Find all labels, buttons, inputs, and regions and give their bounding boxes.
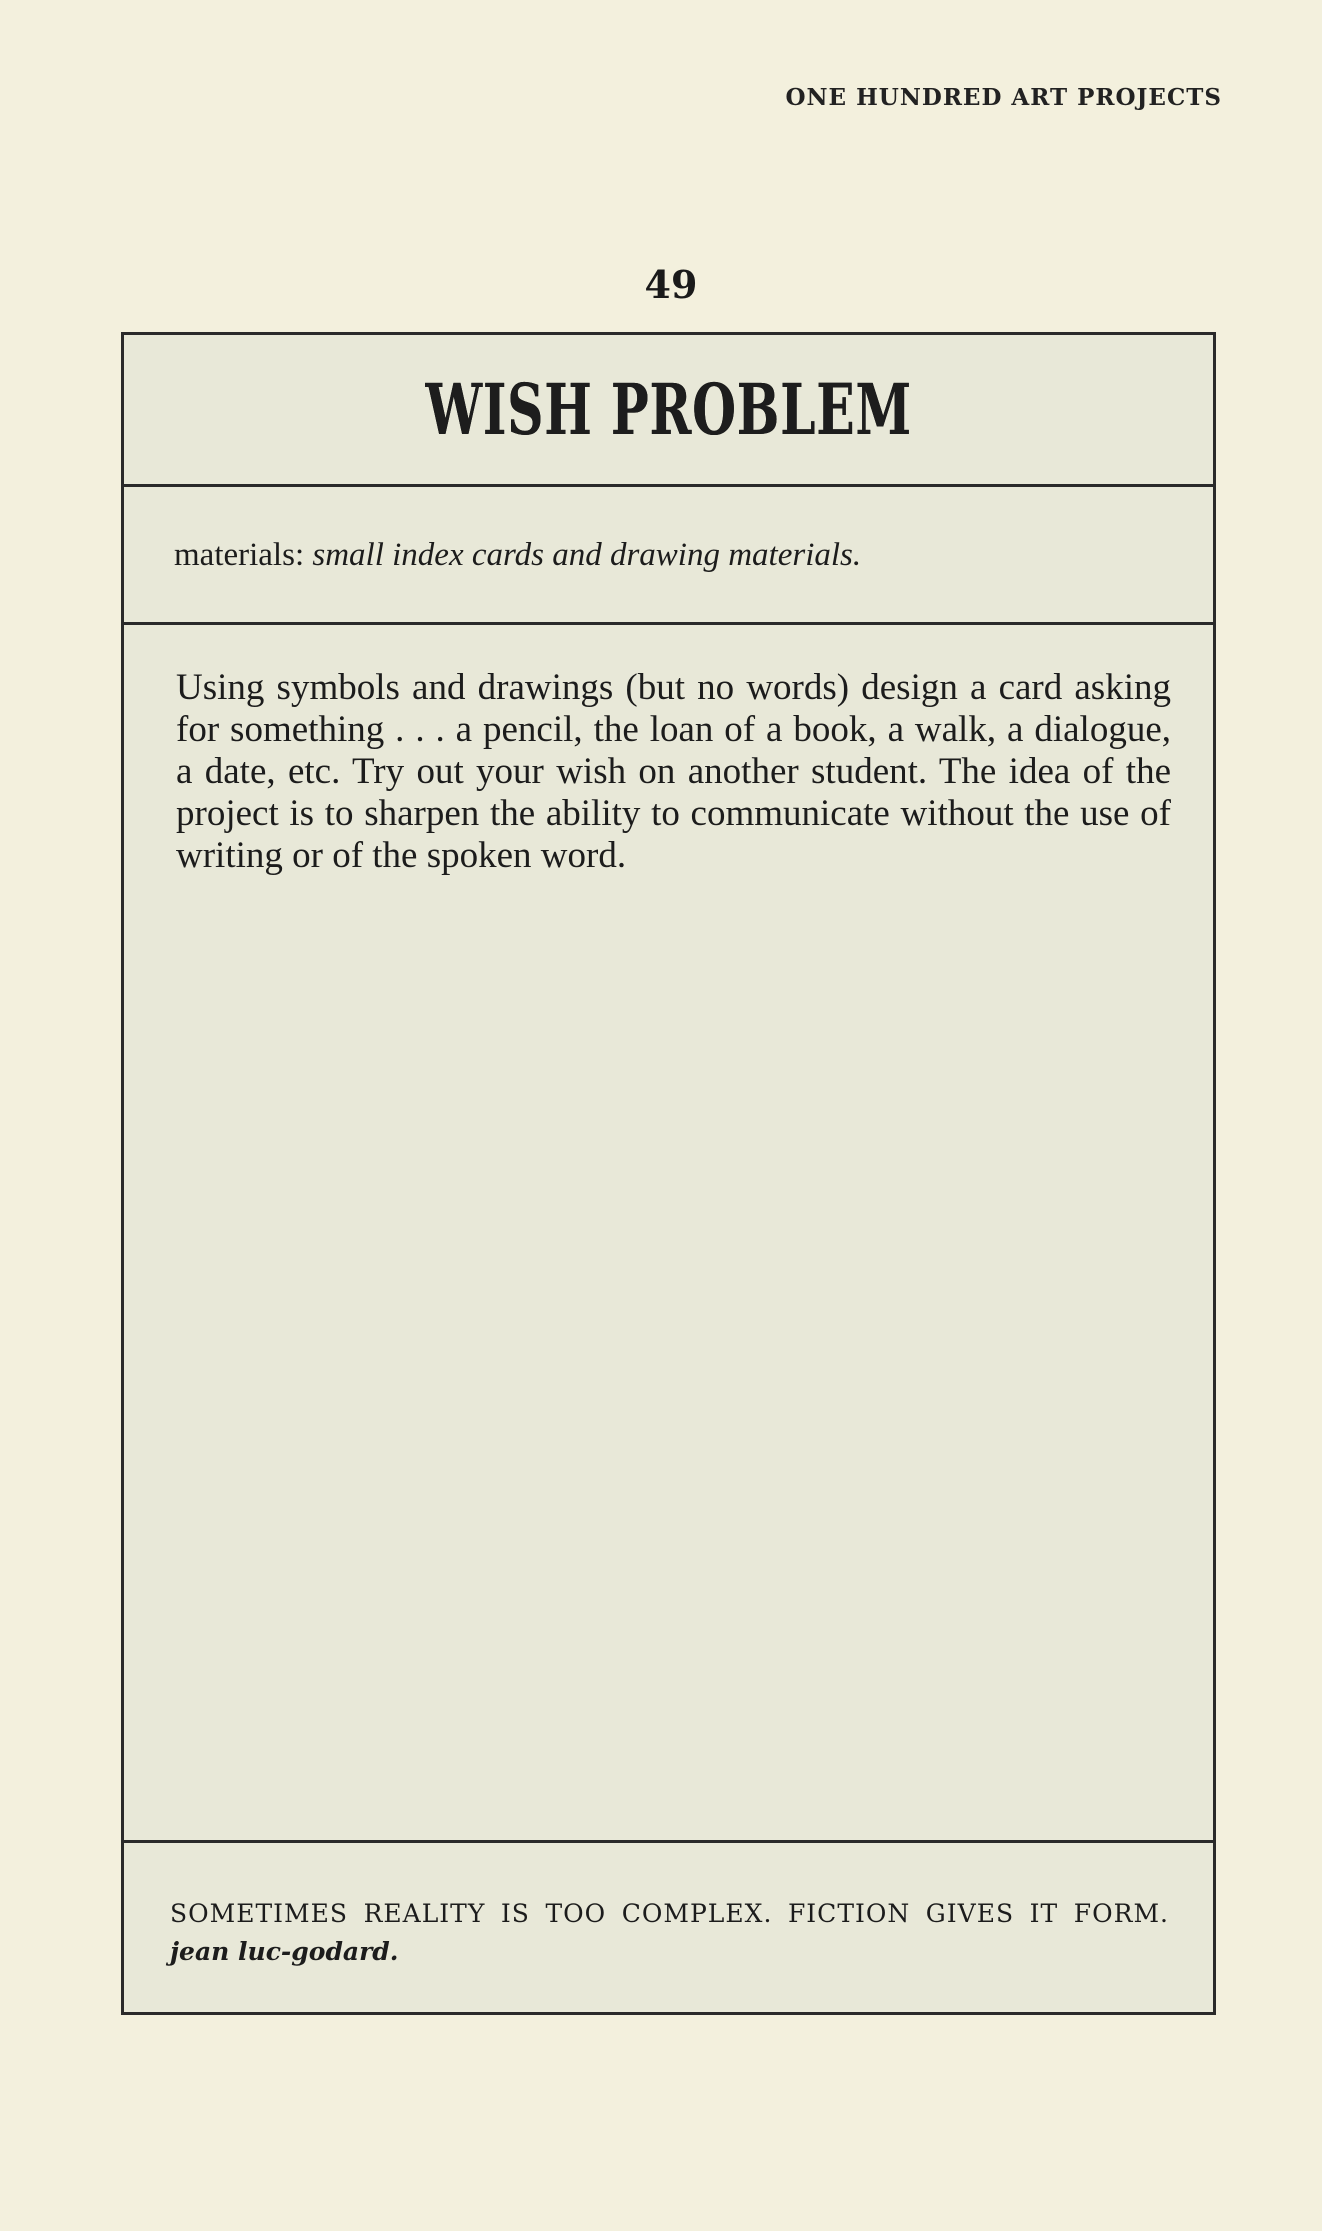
quote-author: jean luc-godard. (170, 1937, 399, 1966)
quote-body: SOMETIMES REALITY IS TOO COMPLEX. FICTION GIVES IT FORM. (170, 1899, 1169, 1928)
materials-label: materials: (174, 537, 305, 573)
quote-section (124, 1843, 1213, 2012)
project-title: WISH PROBLEM (425, 368, 912, 451)
quote-text (170, 1895, 1169, 1971)
page-number: 49 (644, 262, 698, 307)
instructions-section (124, 625, 1213, 1843)
materials-section (124, 487, 1213, 625)
project-card (121, 332, 1216, 2015)
title-section (124, 335, 1213, 487)
materials-value: small index cards and drawing materials. (312, 537, 862, 573)
materials-line (174, 537, 861, 574)
running-head: ONE HUNDRED ART PROJECTS (785, 84, 1222, 111)
instructions-text: Using symbols and drawings (but no words) design a card asking for something . . . a pencil, the loan of a book, a walk, a dialogue, a date, etc. Try out your wish on another student. The idea of the project is to sharpen the ability to communicate without the use of writing or of the spoken word. (176, 667, 1171, 876)
